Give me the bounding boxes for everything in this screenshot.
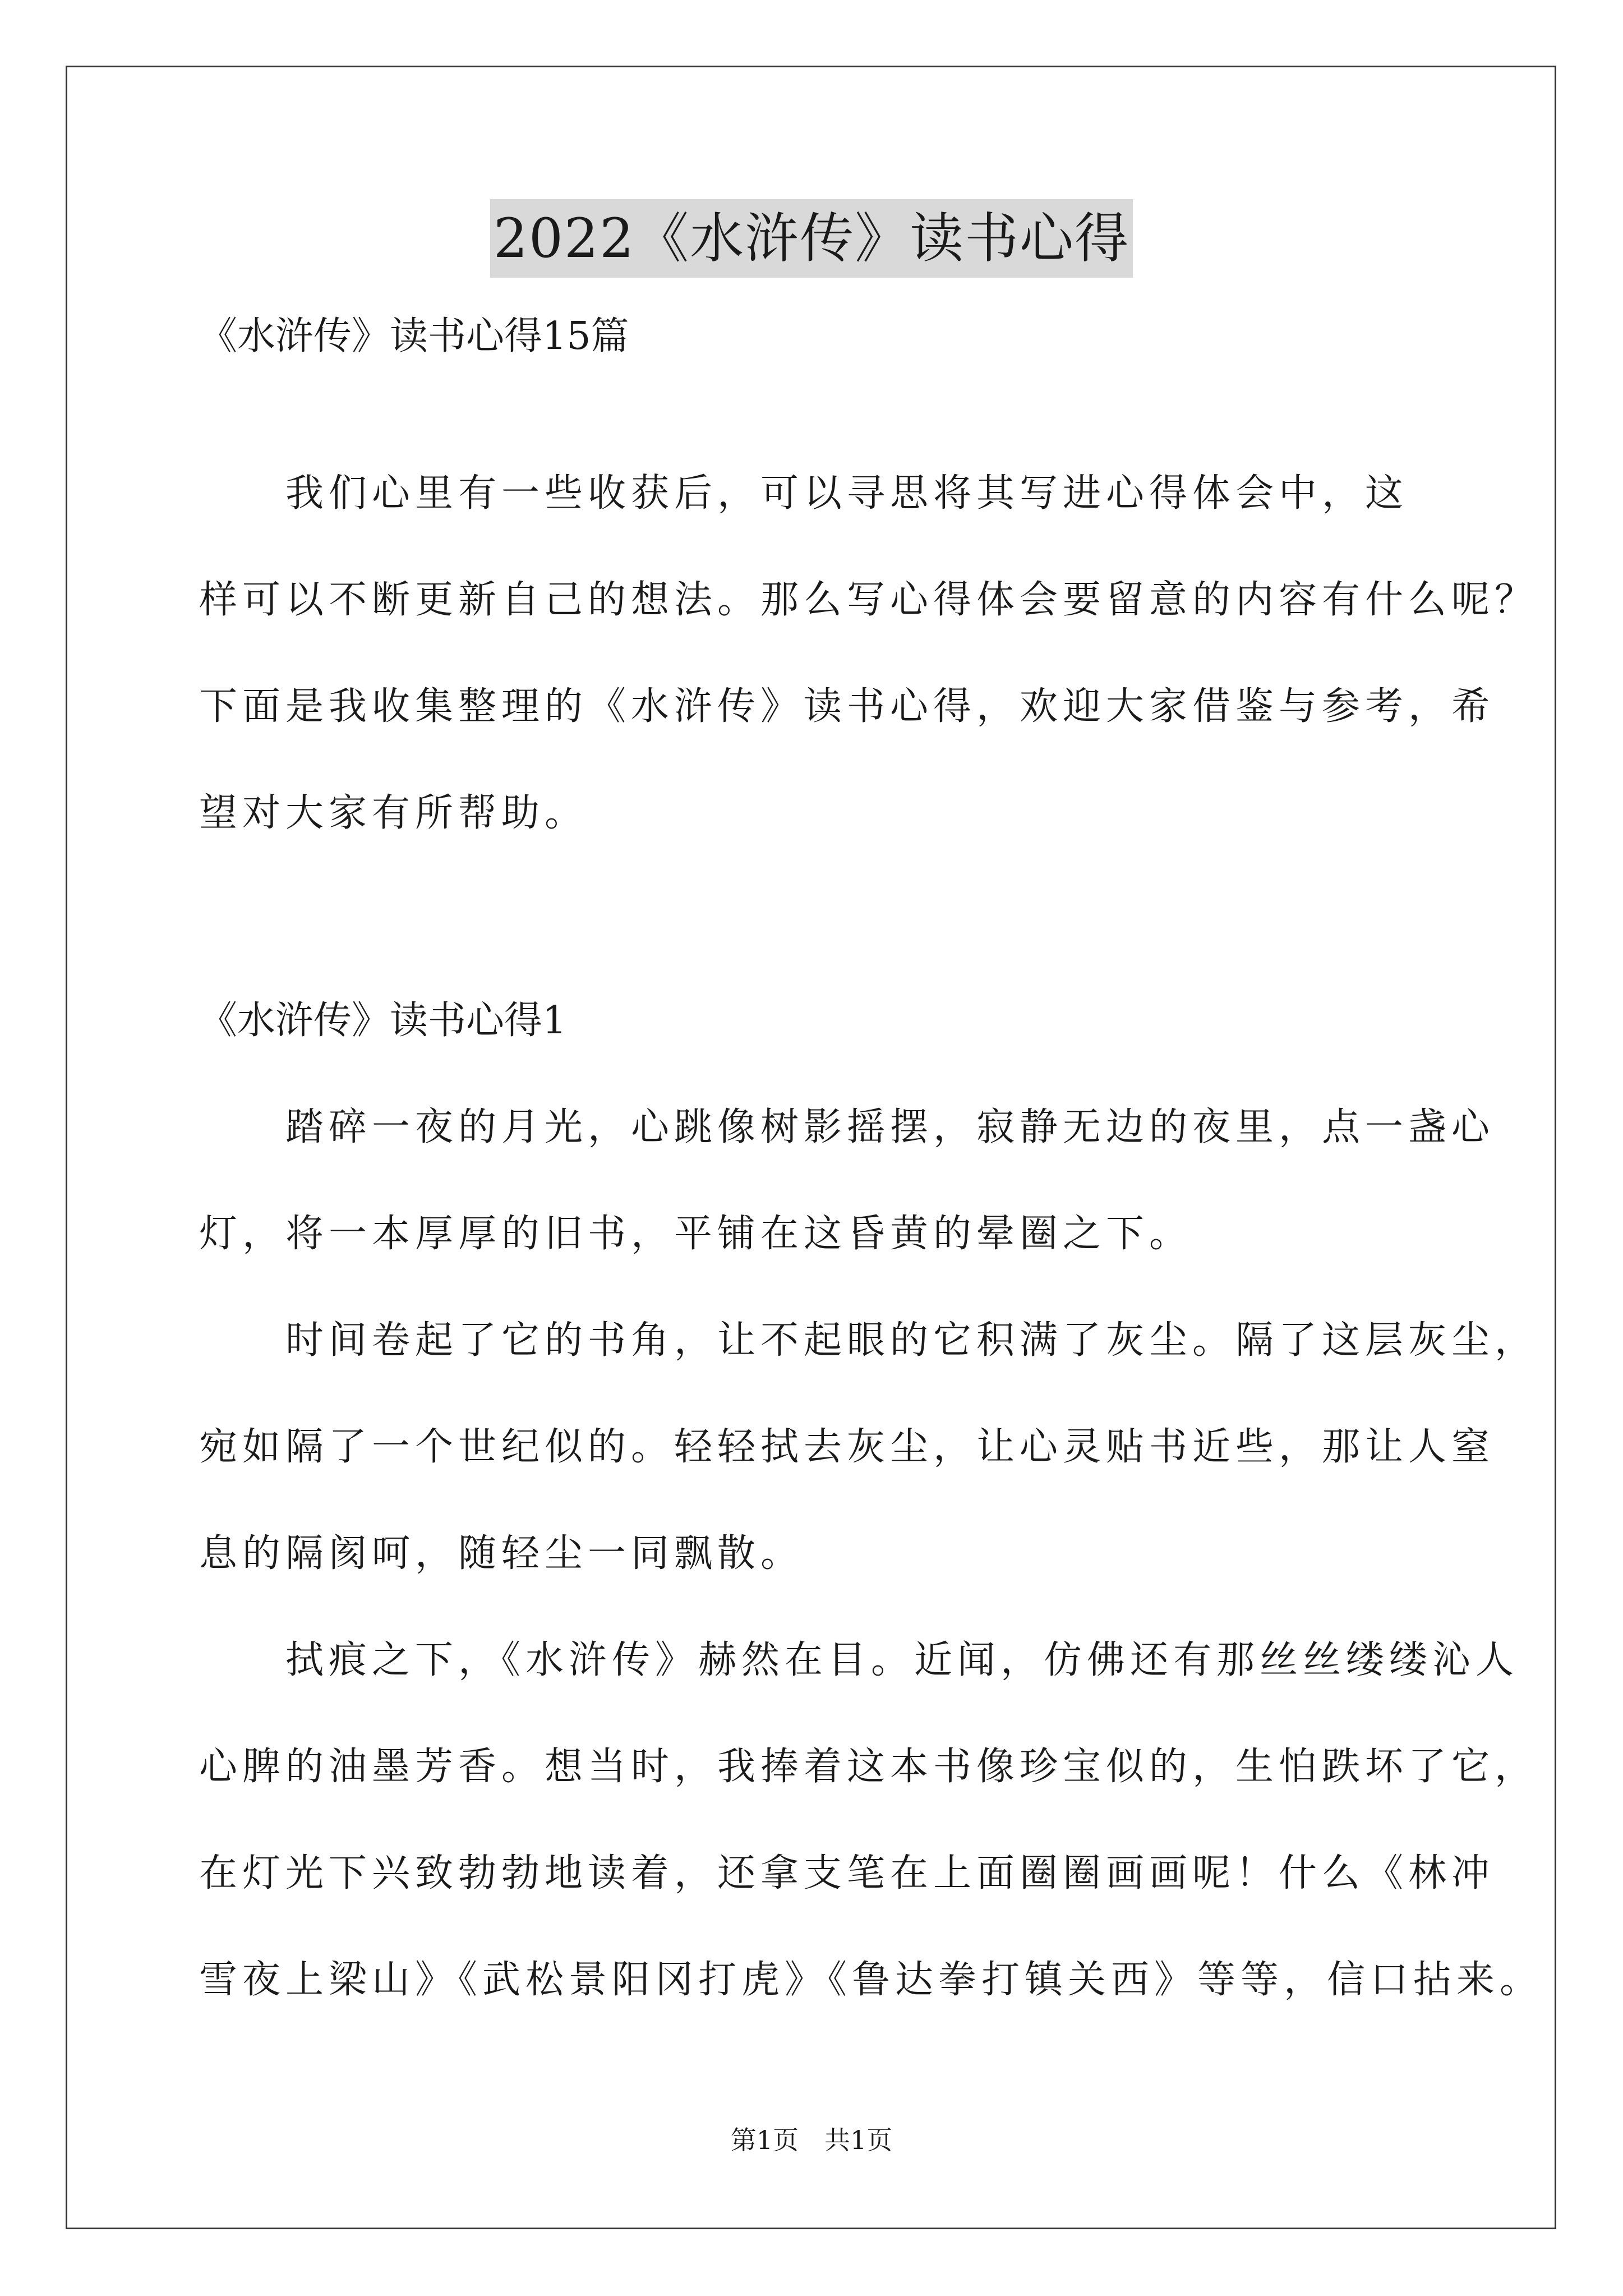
body-line: 雪夜上梁山》《武松景阳冈打虎》《鲁达拳打镇关西》等等，信口拈来。 <box>199 1958 1543 2002</box>
page-footer: 第1页 共1页 <box>730 2125 893 2155</box>
body-line: 拭痕之下，《水浒传》赫然在目。近闻，仿佛还有那丝丝缕缕沁人 <box>199 1638 1519 1682</box>
body-line: 心脾的油墨芳香。想当时，我捧着这本书像珍宝似的，生怕跌坏了它， <box>199 1745 1538 1789</box>
body-line: 时间卷起了它的书角，让不起眼的它积满了灰尘。隔了这层灰尘， <box>199 1318 1538 1363</box>
body-line: 灯，将一本厚厚的旧书，平铺在这昏黄的晕圈之下。 <box>199 1212 1193 1256</box>
intro-line: 望对大家有所帮助。 <box>199 791 588 835</box>
body-line: 宛如隔了一个世纪似的。轻轻拭去灰尘，让心灵贴书近些，那让人窒 <box>199 1425 1495 1469</box>
intro-line: 下面是我收集整理的《水浒传》读书心得，欢迎大家借鉴与参考，希 <box>199 684 1495 729</box>
intro-line: 样可以不断更新自己的想法。那么写心得体会要留意的内容有什么呢？ <box>199 578 1538 622</box>
document-title: 2022《水浒传》读书心得 <box>490 199 1133 278</box>
section-heading: 《水浒传》读书心得1 <box>199 999 567 1043</box>
document-subtitle: 《水浒传》读书心得15篇 <box>199 314 629 358</box>
body-text <box>199 1097 1543 2056</box>
body-line: 在灯光下兴致勃勃地读着，还拿支笔在上面圈圈画画呢！什么《林冲 <box>199 1851 1495 1895</box>
body-line: 踏碎一夜的月光，心跳像树影摇摆，寂静无边的夜里，点一盏心 <box>199 1105 1495 1149</box>
intro-line: 我们心里有一些收获后，可以寻思将其写进心得体会中，这 <box>199 471 1409 516</box>
body-line: 息的隔阂呵，随轻尘一同飘散。 <box>199 1531 804 1576</box>
intro-paragraph <box>199 463 1538 889</box>
title-container <box>0 199 1623 278</box>
